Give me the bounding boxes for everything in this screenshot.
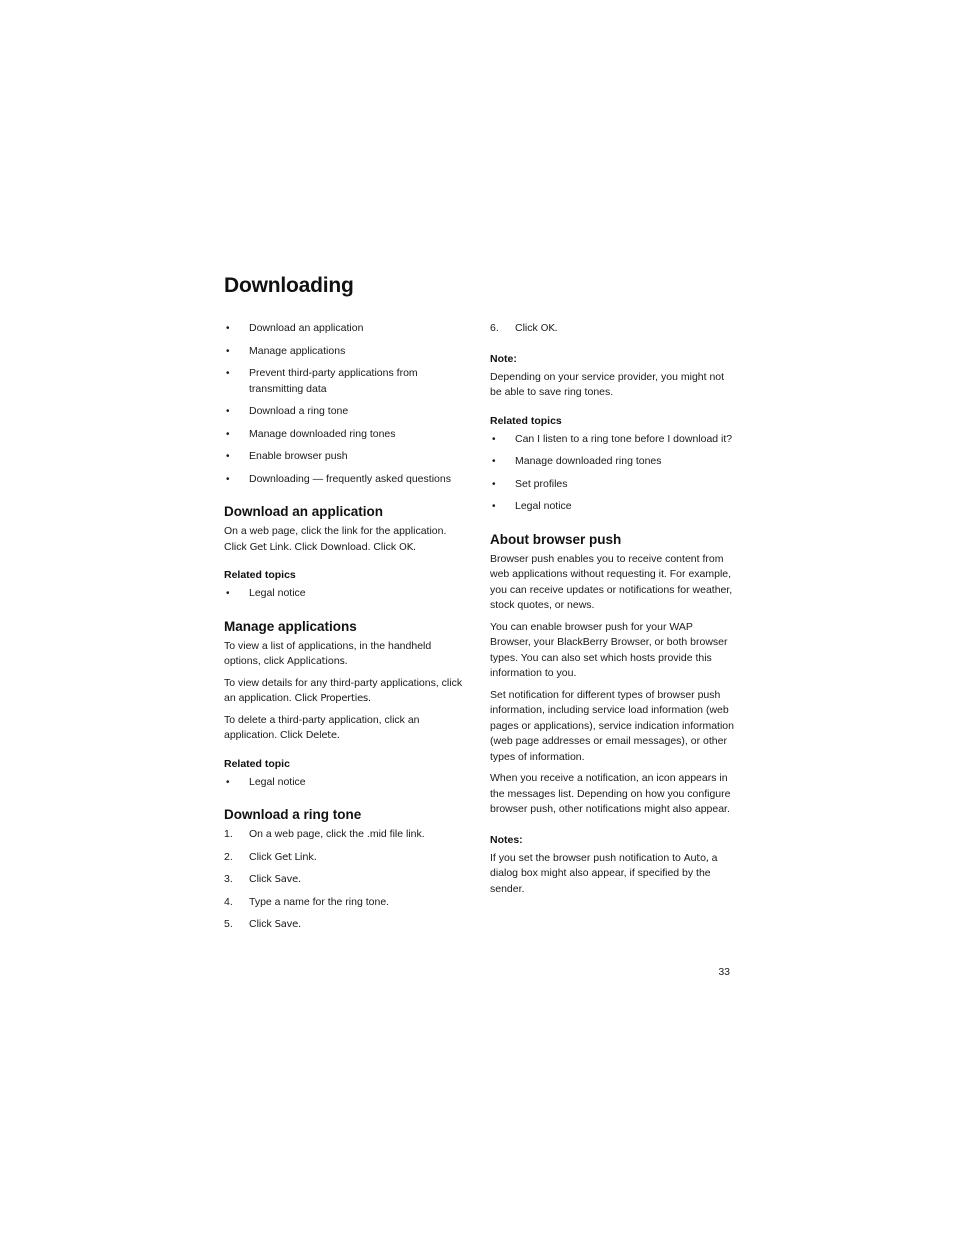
bullet-icon: •	[226, 473, 230, 485]
bullet-icon: •	[226, 345, 230, 357]
ring-tone-steps	[224, 827, 464, 933]
related-topic-link[interactable]: Manage downloaded ring tones	[515, 455, 662, 467]
step-number: 1.	[224, 828, 233, 840]
related-topics-list	[490, 432, 735, 515]
ui-term-properties: Properties.	[320, 693, 371, 704]
ring-tone-steps-continued	[490, 321, 735, 337]
left-column	[224, 321, 464, 940]
instruction-text: On a web page, click the link for the application. Click	[224, 525, 447, 553]
manage-applications-paragraph	[224, 676, 464, 707]
topic-list-item[interactable]	[224, 449, 464, 465]
ui-term-applications: Applications.	[287, 656, 348, 667]
ui-term-ok: OK.	[399, 541, 416, 553]
step-number: 6.	[490, 322, 499, 334]
related-topic-heading: Related topic	[224, 757, 290, 770]
step-item	[224, 895, 464, 911]
note-text: Depending on your service provider, you might not be able to save ring tones.	[490, 370, 725, 398]
bullet-icon: •	[226, 368, 230, 379]
step-text: Type a name for the ring tone.	[249, 895, 390, 908]
topic-link[interactable]: Downloading — frequently asked questions	[249, 472, 451, 485]
related-topics-heading: Related topics	[490, 414, 562, 427]
related-topic-link[interactable]: Legal notice	[249, 587, 306, 599]
topic-list-item[interactable]	[224, 344, 464, 360]
manage-applications-paragraph	[224, 639, 464, 670]
page-title: Downloading	[224, 274, 354, 297]
topic-list-item[interactable]	[224, 472, 464, 488]
related-topic-link[interactable]: Set profiles	[515, 477, 568, 490]
right-column	[490, 321, 735, 903]
ui-term-save: Save.	[274, 919, 301, 930]
topic-list-item[interactable]	[224, 366, 464, 397]
related-topic-item[interactable]	[490, 454, 735, 470]
ui-term-ok: OK.	[540, 323, 558, 334]
related-topic-item[interactable]	[490, 499, 735, 515]
step-text: Click	[249, 873, 275, 885]
related-topic-link[interactable]: Legal notice	[515, 500, 572, 512]
instruction-text: If you set the browser push notification to	[490, 851, 684, 864]
step-text: Click	[249, 850, 275, 863]
related-topics-heading: Related topics	[224, 569, 296, 581]
step-item	[490, 321, 735, 337]
notes-text	[490, 851, 735, 898]
instruction-text: To delete a third-party application, click an application. Click	[224, 713, 420, 741]
step-number: 3.	[224, 873, 233, 885]
download-application-text	[224, 524, 464, 555]
ui-term-auto: Auto,	[683, 852, 709, 864]
browser-push-paragraph: You can enable browser push for your WAP Browser, your BlackBerry Browser, or both browser types. You can also set which hosts provide this information to you.	[490, 620, 728, 679]
section-heading-about-browser-push: About browser push	[490, 531, 622, 547]
manage-applications-paragraph	[224, 713, 464, 744]
bullet-icon: •	[492, 501, 496, 512]
bullet-icon: •	[226, 451, 230, 462]
section-heading-manage-applications: Manage applications	[224, 618, 357, 634]
related-topic-item[interactable]	[490, 477, 735, 493]
note-heading: Note:	[490, 352, 517, 365]
bullet-icon: •	[492, 478, 496, 490]
related-topic-item[interactable]	[224, 775, 464, 791]
step-item	[224, 917, 464, 933]
notes-heading: Notes:	[490, 833, 523, 846]
ui-term-download: Download.	[320, 541, 371, 553]
step-text: Click	[249, 918, 275, 930]
topic-link[interactable]: Download a ring tone	[249, 405, 349, 417]
bullet-icon: •	[226, 323, 230, 334]
topic-link[interactable]: Manage downloaded ring tones	[249, 427, 396, 440]
bullet-icon: •	[492, 456, 496, 467]
bullet-icon: •	[226, 588, 230, 599]
related-topic-link[interactable]: Legal notice	[249, 775, 306, 788]
topic-list-item[interactable]	[224, 427, 464, 443]
step-number: 5.	[224, 918, 233, 930]
browser-push-paragraph: Set notification for different types of browser push information, including service load information (web pages or applications), service indication information (web page addresses or email messages), or other types of information.	[490, 688, 734, 763]
bullet-icon: •	[226, 776, 230, 788]
instruction-text: Click	[370, 540, 400, 553]
bullet-icon: •	[226, 428, 230, 440]
ui-term-get-link: Get Link.	[249, 541, 292, 553]
related-topic-item[interactable]	[490, 432, 735, 448]
section-heading-download-application: Download an application	[224, 504, 384, 519]
topic-list	[224, 321, 464, 487]
page-number: 33	[718, 966, 730, 978]
topic-link[interactable]: Download an application	[249, 322, 364, 334]
browser-push-paragraph: When you receive a notification, an icon appears in the messages list. Depending on how you configure browser push, other notifications might also appear.	[490, 772, 731, 815]
topic-link[interactable]: Enable browser push	[249, 450, 348, 462]
step-item	[224, 872, 464, 888]
instruction-text: To view a list of applications, in the handheld options, click	[224, 639, 432, 667]
step-item	[224, 827, 464, 843]
bullet-icon: •	[226, 406, 230, 417]
related-topics-list	[224, 775, 464, 791]
step-text: Click	[515, 322, 541, 334]
ui-term-get-link: Get Link.	[274, 851, 317, 863]
step-text: On a web page, click the .mid file link.	[249, 828, 425, 840]
instruction-text: Click	[291, 540, 321, 553]
related-topics-list	[224, 586, 464, 602]
section-heading-download-ring-tone: Download a ring tone	[224, 807, 362, 822]
instruction-text: To view details for any third-party applications, click an application. Click	[224, 676, 463, 704]
topic-link[interactable]: Manage applications	[249, 344, 346, 357]
related-topic-link[interactable]: Can I listen to a ring tone before I download it?	[515, 432, 733, 445]
browser-push-paragraph: Browser push enables you to receive content from web applications without requesting it. For example, you can receive updates or notifications for weather, stock quotes, or news.	[490, 552, 733, 611]
instruction-text: a dialog box might also appear, if specified by the sender.	[490, 851, 718, 895]
topic-list-item[interactable]	[224, 321, 464, 337]
bullet-icon: •	[492, 433, 496, 445]
topic-list-item[interactable]	[224, 404, 464, 420]
related-topic-item[interactable]	[224, 586, 464, 602]
step-number: 4.	[224, 895, 233, 908]
ui-term-delete: Delete.	[305, 730, 340, 741]
step-number: 2.	[224, 850, 233, 863]
step-item	[224, 850, 464, 866]
topic-link[interactable]: Prevent third-party applications from transmitting data	[249, 367, 418, 395]
ui-term-save: Save.	[274, 874, 301, 885]
